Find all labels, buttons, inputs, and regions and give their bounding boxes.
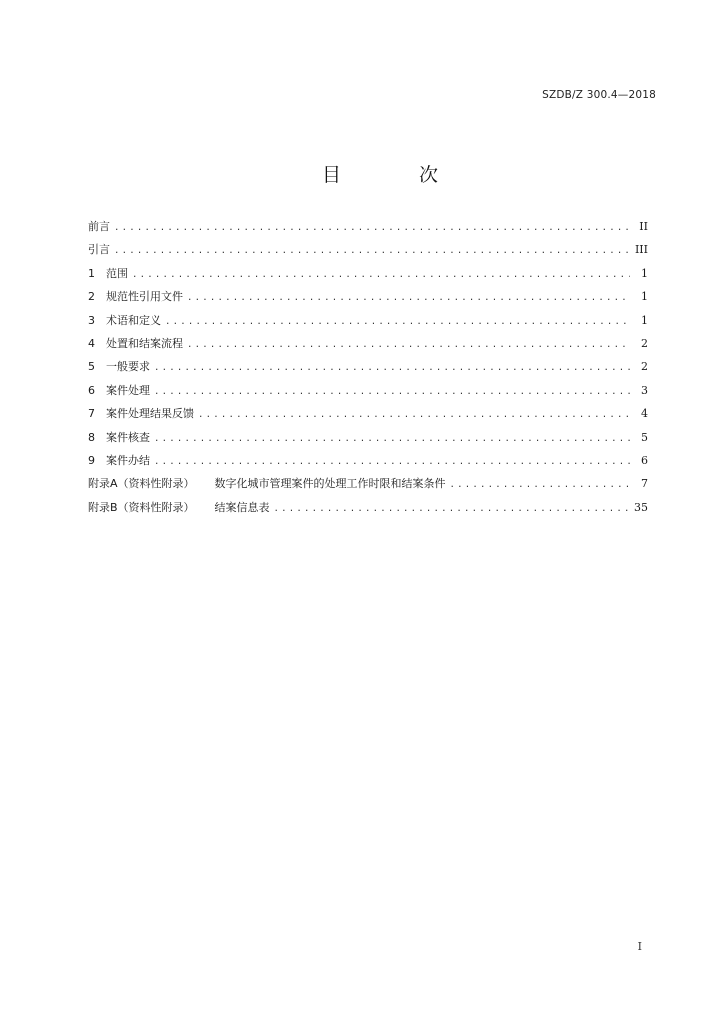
toc-entry-number: 1: [88, 266, 95, 280]
toc-entry[interactable]: [88, 336, 648, 359]
toc-entry-number: 3: [88, 313, 95, 327]
toc-entry-page: 6: [641, 453, 648, 467]
toc-entry[interactable]: [88, 266, 648, 289]
toc-entry-page: 1: [641, 266, 648, 280]
toc-entry[interactable]: [88, 430, 648, 453]
toc-dot-leader: [132, 268, 630, 283]
page-number: I: [637, 940, 642, 953]
toc-entry-label: 规范性引用文件: [106, 290, 183, 304]
toc-entry-label: 附录B（资料性附录）: [88, 500, 195, 514]
toc-dot-leader: [187, 338, 630, 353]
toc-dot-leader: [154, 432, 630, 447]
toc-entry-label: 一般要求: [106, 360, 150, 374]
toc-dot-leader: [187, 291, 630, 306]
toc-entry-page: 4: [641, 407, 648, 421]
toc-entry-page: 1: [641, 313, 648, 327]
toc-entry-number: 9: [88, 453, 95, 467]
toc-entry-number: 6: [88, 383, 95, 397]
toc-entry-label: 引言: [88, 243, 110, 257]
toc-title: 目 次: [321, 164, 475, 186]
toc-entry-number: 2: [88, 290, 95, 304]
toc-entry-page: 3: [641, 383, 648, 397]
toc-entry-number: 7: [88, 407, 95, 421]
toc-dot-leader: [154, 361, 630, 376]
toc-entry-page: II: [639, 220, 648, 233]
toc-entry[interactable]: [88, 219, 648, 242]
toc-dot-leader: [114, 244, 629, 259]
toc-dot-leader: [274, 502, 628, 517]
toc-entry[interactable]: [88, 476, 648, 499]
toc-entry[interactable]: [88, 500, 648, 523]
table-of-contents: [88, 219, 648, 523]
toc-entry-page: 7: [641, 477, 648, 491]
toc-entry-label: 案件核查: [106, 430, 150, 444]
toc-entry[interactable]: [88, 242, 648, 265]
toc-entry-page: 35: [634, 500, 648, 514]
toc-dot-leader: [154, 385, 630, 400]
toc-dot-leader: [198, 408, 630, 423]
toc-entry-label: 案件处理: [106, 383, 150, 397]
toc-entry[interactable]: [88, 289, 648, 312]
toc-entry-number: 8: [88, 430, 95, 444]
toc-entry-number: 4: [88, 336, 95, 350]
toc-dot-leader: [450, 478, 630, 493]
toc-entry[interactable]: [88, 453, 648, 476]
document-code: SZDB/Z 300.4—2018: [542, 89, 656, 101]
toc-entry-page: 2: [641, 336, 648, 350]
toc-entry-page: 1: [641, 290, 648, 304]
toc-entry-label: 案件处理结果反馈: [106, 407, 194, 421]
toc-entry-page: III: [634, 243, 648, 257]
toc-entry-label: 术语和定义: [106, 313, 161, 327]
toc-entry[interactable]: [88, 406, 648, 429]
toc-entry-page: 5: [641, 430, 648, 444]
toc-entry-label: 处置和结案流程: [106, 336, 183, 350]
toc-entry-page: 2: [641, 360, 648, 374]
toc-dot-leader: [154, 455, 630, 470]
toc-entry[interactable]: [88, 359, 648, 382]
toc-entry-subtitle: 数字化城市管理案件的处理工作时限和结案条件: [214, 477, 446, 491]
toc-entry[interactable]: [88, 383, 648, 406]
toc-entry[interactable]: [88, 313, 648, 336]
toc-entry-label: 前言: [88, 220, 110, 233]
toc-dot-leader: [165, 315, 630, 330]
toc-entry-label: 范围: [106, 266, 128, 280]
toc-entry-label: 案件办结: [106, 453, 150, 467]
toc-dot-leader: [114, 221, 630, 236]
toc-entry-number: 5: [88, 360, 95, 374]
toc-entry-label: 附录A（资料性附录）: [88, 477, 195, 491]
toc-entry-subtitle: 结案信息表: [214, 500, 270, 514]
